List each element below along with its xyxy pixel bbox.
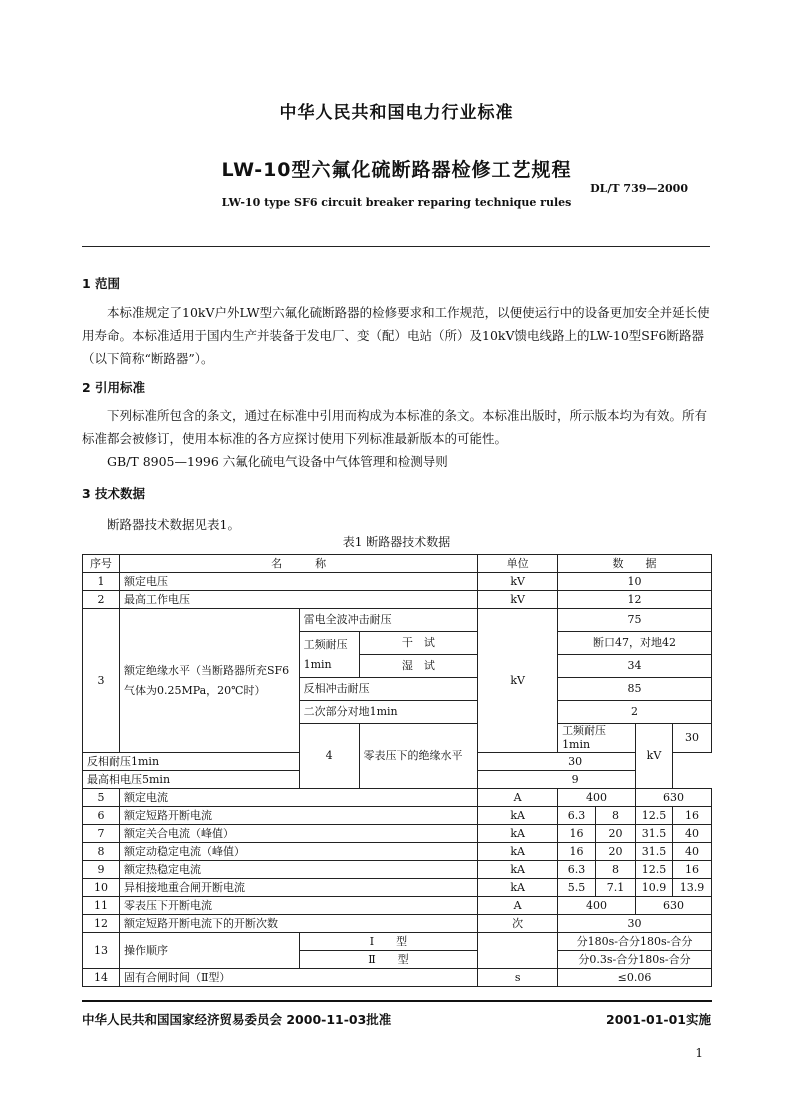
table-row bbox=[83, 879, 712, 897]
row-value: 16 bbox=[558, 843, 596, 861]
row-value: 30 bbox=[672, 724, 711, 753]
table-row bbox=[83, 933, 712, 951]
row-value: 13.9 bbox=[672, 879, 711, 897]
row-name: 额定关合电流（峰值） bbox=[119, 825, 477, 843]
section-3-heading: 3 技术数据 bbox=[82, 486, 146, 501]
table-row bbox=[83, 861, 712, 879]
row-unit: kV bbox=[478, 573, 558, 591]
row-value: 40 bbox=[672, 843, 711, 861]
row-value: 20 bbox=[596, 843, 636, 861]
row-name: 操作顺序 bbox=[119, 933, 299, 969]
row-subitem: 反相冲击耐压 bbox=[299, 678, 478, 701]
row-name: 异相接地重合闸开断电流 bbox=[119, 879, 477, 897]
row-no: 10 bbox=[83, 879, 120, 897]
row-no: 11 bbox=[83, 897, 120, 915]
header-name: 名 称 bbox=[119, 555, 477, 573]
technical-data-table bbox=[82, 554, 712, 987]
table-row bbox=[83, 807, 712, 825]
row-unit: kA bbox=[478, 807, 558, 825]
row-no: 8 bbox=[83, 843, 120, 861]
row-unit: A bbox=[478, 897, 558, 915]
row-value: 16 bbox=[672, 807, 711, 825]
row-value: 10 bbox=[558, 573, 712, 591]
document-title: LW-10型六氟化硫断路器检修工艺规程 bbox=[221, 159, 572, 181]
section-1-heading: 1 范围 bbox=[82, 276, 121, 291]
table-row bbox=[83, 843, 712, 861]
row-value: 85 bbox=[558, 678, 712, 701]
row-value: 400 bbox=[558, 897, 636, 915]
row-name: 额定绝缘水平（当断路器所充SF6气体为0.25MPa，20℃时） bbox=[119, 609, 299, 753]
row-no: 12 bbox=[83, 915, 120, 933]
section-1-text: 本标准规定了10kV户外LW型六氟化硫断路器的检修要求和工作规范，以便使运行中的设备更加安全并延长使用寿命。本标准适用于国内生产并装备于发电厂、变（配）电站（所）及10kV馈电线路上的LW-10型SF6断路器（以下简称“断路器”）。 bbox=[82, 305, 710, 366]
row-value: 8 bbox=[596, 861, 636, 879]
row-subitem: 干 试 bbox=[359, 632, 478, 655]
row-value: 16 bbox=[672, 861, 711, 879]
row-value: 8 bbox=[596, 807, 636, 825]
page-number: 1 bbox=[695, 1046, 703, 1060]
row-name: 额定短路开断电流 bbox=[119, 807, 477, 825]
row-value: 6.3 bbox=[558, 807, 596, 825]
row-value: ≤0.06 bbox=[558, 969, 712, 987]
table-row bbox=[83, 969, 712, 987]
standard-code: DL/T 739—2000 bbox=[590, 182, 688, 195]
row-unit: kV bbox=[478, 609, 558, 753]
table-header-row bbox=[83, 555, 712, 573]
row-no: 1 bbox=[83, 573, 120, 591]
row-unit bbox=[478, 933, 558, 969]
header-unit: 单位 bbox=[478, 555, 558, 573]
row-value: 2 bbox=[558, 701, 712, 724]
row-name: 零表压下开断电流 bbox=[119, 897, 477, 915]
row-name: 额定动稳定电流（峰值） bbox=[119, 843, 477, 861]
row-value: 31.5 bbox=[635, 843, 672, 861]
row-no: 2 bbox=[83, 591, 120, 609]
row-name: 零表压下的绝缘水平 bbox=[359, 724, 478, 789]
row-subitem: 工频耐压 1min bbox=[299, 632, 359, 678]
row-no: 7 bbox=[83, 825, 120, 843]
row-value: 7.1 bbox=[596, 879, 636, 897]
row-no: 13 bbox=[83, 933, 120, 969]
row-value: 30 bbox=[558, 915, 712, 933]
row-no: 14 bbox=[83, 969, 120, 987]
english-title: LW-10 type SF6 circuit breaker reparing technique rules bbox=[221, 196, 572, 209]
table-row bbox=[83, 897, 712, 915]
row-no: 4 bbox=[299, 724, 359, 789]
row-name: 额定热稳定电流 bbox=[119, 861, 477, 879]
table-row bbox=[83, 591, 712, 609]
row-value: 分0.3s-合分180s-合分 bbox=[558, 951, 712, 969]
row-value: 9 bbox=[478, 771, 673, 789]
row-no: 6 bbox=[83, 807, 120, 825]
table-caption: 表1 断路器技术数据 bbox=[342, 535, 451, 549]
header-no: 序号 bbox=[83, 555, 120, 573]
row-unit: kA bbox=[478, 861, 558, 879]
row-value: 5.5 bbox=[558, 879, 596, 897]
row-name: 固有合闸时间（Ⅱ型） bbox=[119, 969, 477, 987]
row-unit: s bbox=[478, 969, 558, 987]
row-value: 断口47，对地42 bbox=[558, 632, 712, 655]
row-no: 3 bbox=[83, 609, 120, 753]
table-row bbox=[83, 825, 712, 843]
row-value: 6.3 bbox=[558, 861, 596, 879]
reference-standard: GB/T 8905—1996 六氟化硫电气设备中气体管理和检测导则 bbox=[107, 454, 448, 469]
row-name: 最高工作电压 bbox=[119, 591, 477, 609]
row-unit: kV bbox=[635, 724, 672, 789]
row-value: 40 bbox=[672, 825, 711, 843]
row-value: 630 bbox=[635, 789, 711, 807]
row-subitem: 反相耐压1min bbox=[83, 753, 300, 771]
row-unit: kA bbox=[478, 879, 558, 897]
row-subitem: 最高相电压5min bbox=[83, 771, 300, 789]
row-value: 12.5 bbox=[635, 861, 672, 879]
section-2-heading: 2 引用标准 bbox=[82, 380, 146, 395]
header-divider bbox=[82, 246, 710, 247]
row-name: 额定短路开断电流下的开断次数 bbox=[119, 915, 477, 933]
section-3-text: 断路器技术数据见表1。 bbox=[107, 517, 240, 532]
row-subitem: 雷电全波冲击耐压 bbox=[299, 609, 478, 632]
table-row bbox=[83, 915, 712, 933]
row-value: 34 bbox=[558, 655, 712, 678]
row-value: 400 bbox=[558, 789, 636, 807]
row-value: 16 bbox=[558, 825, 596, 843]
section-2-text: 下列标准所包含的条文，通过在标准中引用而构成为本标准的条文。本标准出版时，所示版本均为有效。所有标准都会被修订，使用本标准的各方应探讨使用下列标准最新版本的可能性。 bbox=[82, 408, 708, 446]
row-subitem: 二次部分对地1min bbox=[299, 701, 478, 724]
row-no: 9 bbox=[83, 861, 120, 879]
row-name: 额定电流 bbox=[119, 789, 477, 807]
header-data: 数 据 bbox=[558, 555, 712, 573]
table-row bbox=[83, 609, 712, 632]
row-value: 31.5 bbox=[635, 825, 672, 843]
footer-divider bbox=[82, 1000, 712, 1002]
table-row bbox=[83, 789, 712, 807]
row-unit: kV bbox=[478, 591, 558, 609]
row-subitem: Ⅱ 型 bbox=[299, 951, 478, 969]
row-value: 30 bbox=[478, 753, 673, 771]
approval-line: 中华人民共和国国家经济贸易委员会 2000-11-03批准 bbox=[82, 1012, 392, 1027]
row-unit: 次 bbox=[478, 915, 558, 933]
row-value: 分180s-合分180s-合分 bbox=[558, 933, 712, 951]
row-value: 20 bbox=[596, 825, 636, 843]
table-row bbox=[83, 573, 712, 591]
row-value: 12 bbox=[558, 591, 712, 609]
row-unit: kA bbox=[478, 843, 558, 861]
row-unit: A bbox=[478, 789, 558, 807]
implementation-date: 2001-01-01实施 bbox=[606, 1012, 711, 1027]
issuing-organization: 中华人民共和国电力行业标准 bbox=[279, 103, 514, 123]
row-subitem: Ⅰ 型 bbox=[299, 933, 478, 951]
row-value: 10.9 bbox=[635, 879, 672, 897]
row-value: 12.5 bbox=[635, 807, 672, 825]
row-value: 630 bbox=[635, 897, 711, 915]
row-unit: kA bbox=[478, 825, 558, 843]
row-subitem: 工频耐压1min bbox=[558, 724, 636, 753]
row-subitem: 湿 试 bbox=[359, 655, 478, 678]
row-no: 5 bbox=[83, 789, 120, 807]
row-name: 额定电压 bbox=[119, 573, 477, 591]
row-value: 75 bbox=[558, 609, 712, 632]
